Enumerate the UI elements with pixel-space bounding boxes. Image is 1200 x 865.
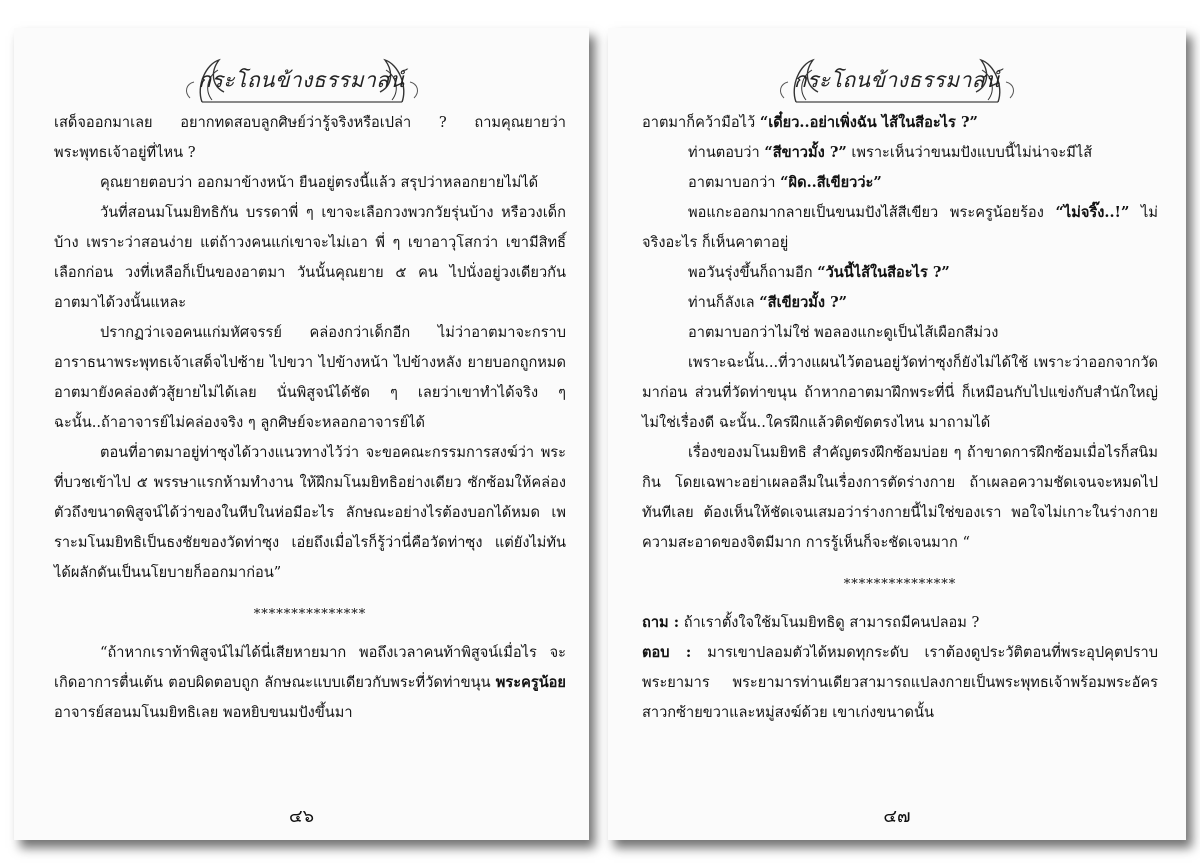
- right-page-body: [642, 108, 1158, 728]
- paragraph-text: “ถ้าหากเราท้าพิสูจน์ไม่ได้นี่เสียหายมาก พอถึงเวลาคนท้าพิสูจน์เมื่อไร จะเกิดอาการตื่นเต้น ตอบผิดตอบถูก ลักษณะแบบเดียวกับพระที่วัดท่าขนุน: [54, 644, 566, 691]
- emphasis-text: “สีขาวมั้ง ?”: [764, 144, 847, 161]
- paragraph: [642, 258, 1158, 288]
- paragraph-text: อาตมาบอกว่า: [688, 174, 781, 191]
- emphasis-text: “ผิด..สีเขียวว่ะ”: [780, 174, 882, 191]
- paragraph: คุณยายตอบว่า ออกมาข้างหน้า ยืนอยู่ตรงนี้แล้ว สรุปว่าหลอกยายไม่ได้: [100, 174, 539, 191]
- right-page: [608, 28, 1186, 840]
- section-separator: ***************: [843, 577, 957, 592]
- paragraph: เรื่องของมโนมยิทธิ สำคัญตรงฝึกซ้อมบ่อย ๆ ถ้าขาดการฝึกซ้อมเมื่อไรก็สนิมกิน โดยเฉพาะอย่าเผลอลืมในเรื่องการตัดร่างกาย ถ้าเผลอความชัดเจนจะหมดไปทันทีเลย ต้องเห็นให้ชัดเจนเสมอว่าร่างกายนี้ไม่ใช่ของเรา พอใจไม่เกาะในร่างกาย ความสะอาดของจิตมีมาก การรู้เห็นก็จะชัดเจนมาก “: [642, 444, 1158, 551]
- section-separator: ***************: [253, 607, 367, 622]
- emphasis-text: “เดี๋ยว..อย่าเพิ่งฉัน ไส้ในสีอะไร ?”: [759, 114, 978, 131]
- emphasis-text: พระครูน้อย: [495, 674, 566, 691]
- emphasis-text: “สีเขียวมั้ง ?”: [759, 294, 848, 311]
- emphasis-text: “ไม่จริ๊ง..!”: [1055, 204, 1130, 221]
- paragraph: ตอนที่อาตมาอยู่ท่าซุงได้วางแนวทางไว้ว่า จะขอคณะกรรมการสงฆ์ว่า พระที่บวชเข้าไป ๕ พรรษาแรกห้ามทำงาน ให้ฝึกมโนมยิทธิอย่างเดียว ซักซ้อมให้คล่องตัวถึงขนาดพิสูจน์ได้ว่าของในหีบในห่อมีอะไร ลักษณะอย่างไรต้องบอกได้หมด เพราะมโนมยิทธิเป็นธงชัยของวัดท่าซุง เอ่ยถึงเมื่อไรก็รู้ว่านี่คือวัดท่าซุง แต่ยังไม่ทันได้ผลักดันเป็นนโยบายก็ออกมาก่อน”: [54, 444, 566, 581]
- emphasis-text: “วันนี้ไส้ในสีอะไร ?”: [817, 264, 950, 281]
- paragraph-text: อาตมาก็คว้ามือไว้: [642, 114, 760, 131]
- paragraph-text: ท่านตอบว่า: [688, 144, 765, 161]
- page-number: ๔๗: [883, 806, 911, 827]
- paragraph: [642, 288, 1158, 318]
- question-label: ถาม :: [642, 614, 680, 631]
- paragraph: [642, 138, 1158, 168]
- question-text: ถ้าเราตั้งใจใช้มโนมยิทธิดู สามารถมีคนปลอม ?: [679, 614, 980, 631]
- question: [642, 608, 1158, 638]
- answer: [642, 638, 1158, 728]
- paragraph: เสด็จออกมาเลย อยากทดสอบลูกศิษย์ว่ารู้จริงหรือเปล่า ? ถามคุณยายว่า พระพุทธเจ้าอยู่ที่ไหน ?: [54, 114, 566, 161]
- answer-text: มารเขาปลอมตัวได้หมดทุกระดับ เราต้องดูประวัติตอนที่พระอุปคุตปราบพระยามาร พระยามารท่านเดียวสามารถแปลงกายเป็นพระพุทธเจ้าพร้อมพระอัครสาวกซ้ายขวาและหมู่สงฆ์ด้วย เขาเก่งขนาดนั้น: [642, 644, 1158, 721]
- paragraph-text: ท่านก็ลังเล: [688, 294, 760, 311]
- paragraph-text: อาจารย์สอนมโนมยิทธิเลย พอหยิบขนมปังขึ้นมา: [54, 704, 353, 721]
- left-page-body: [54, 108, 566, 728]
- right-page-header: [608, 46, 1186, 110]
- book-title: กระโถนข้างธรรมาสน์: [793, 68, 1001, 92]
- paragraph-text: เพราะเห็นว่าขนมปังแบบนี้ไม่น่าจะมีไส้: [846, 144, 1093, 161]
- paragraph-text: พอแกะออกมากลายเป็นขนมปังไส้สีเขียว พระครูน้อยร้อง: [688, 204, 1056, 221]
- paragraph-text: ไม่จริงอะไร ก็เห็นคาตาอยู่: [642, 204, 1158, 251]
- paragraph: เพราะฉะนั้น...ที่วางแผนไว้ตอนอยู่วัดท่าซุงก็ยังไม่ได้ใช้ เพราะว่าออกจากวัดมาก่อน ส่วนที่วัดท่าขนุน ถ้าหากอาตมาฝึกพระที่นี่ ก็เหมือนกับไปแข่งกับสำนักใหญ่ ไม่ใช่เรื่องดี ฉะนั้น..ใครฝึกแล้วติดขัดตรงไหน มาถามได้: [642, 354, 1158, 431]
- left-page: [14, 28, 589, 840]
- page-number: ๔๖: [288, 806, 315, 827]
- paragraph: [54, 638, 566, 728]
- paragraph: อาตมาบอกว่าไม่ใช่ พอลองแกะดูเป็นไส้เผือกสีม่วง: [688, 324, 999, 341]
- paragraph: [642, 108, 1158, 138]
- paragraph: [642, 168, 1158, 198]
- paragraph: ปรากฏว่าเจอคนแก่มหัศจรรย์ คล่องกว่าเด็กอีก ไม่ว่าอาตมาจะกราบอาราธนาพระพุทธเจ้าเสด็จไปซ้าย ไปขวา ไปข้างหน้า ไปข้างหลัง ยายบอกถูกหมด อาตมายังคล่องตัวสู้ยายไม่ได้เลย นั่นพิสูจน์ได้ชัด ๆ เลยว่าเขาทำได้จริง ๆ ฉะนั้น..ถ้าอาจารย์ไม่คล่องจริง ๆ ลูกศิษย์จะหลอกอาจารย์ได้: [54, 324, 566, 431]
- paragraph: [642, 198, 1158, 258]
- paragraph-text: พอวันรุ่งขึ้นก็ถามอีก: [688, 264, 818, 281]
- left-page-header: [14, 46, 589, 110]
- answer-label: ตอบ :: [642, 644, 692, 661]
- book-title: กระโถนข้างธรรมาสน์: [198, 68, 405, 92]
- paragraph: วันที่สอนมโนมยิทธิกัน บรรดาพี่ ๆ เขาจะเลือกวงพวกวัยรุ่นบ้าง หรือวงเด็กบ้าง เพราะว่าสอนง่าย แต่ถ้าวงคนแก่เขาจะไม่เอา พี่ ๆ เขาอาวุโสกว่า เขามีสิทธิ์เลือกก่อน วงที่เหลือก็เป็นของอาตมา วันนั้นคุณยาย ๕ คน ไปนั่งอยู่วงเดียวกัน อาตมาได้วงนั้นแหละ: [54, 204, 566, 311]
